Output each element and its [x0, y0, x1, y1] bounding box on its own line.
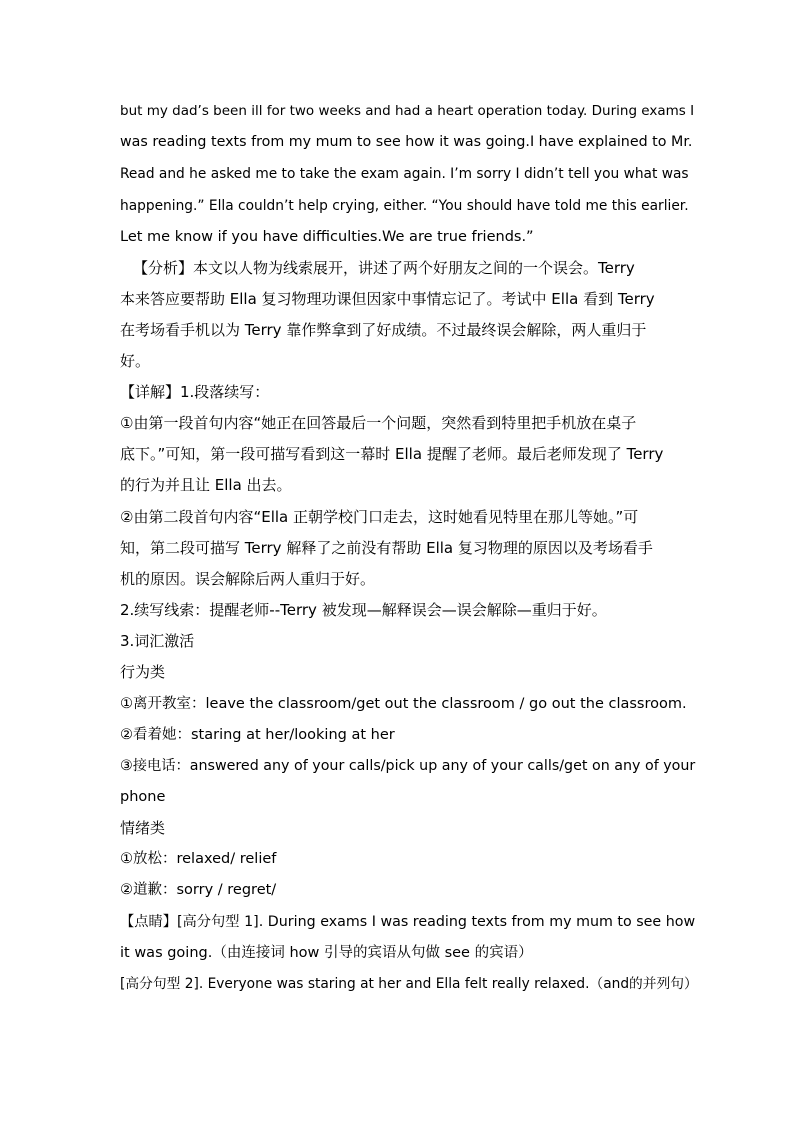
detail-line: 2.续写线索：提醒老师--Terry 被发现—解释误会—误会解除—重归于好。	[120, 601, 607, 619]
analysis-line: 【分析】本文以人物为线索展开，讲述了两个好朋友之间的一个误会。Terry	[133, 259, 635, 277]
detail-line: ③接电话：answered any of your calls/pick up any of your calls/get on any of your	[120, 758, 696, 774]
detail-line: ①由第一段首句内容“她正在回答最后一个问题，突然看到特里把手机放在桌子	[120, 414, 637, 432]
detail-line: 【详解】1.段落续写：	[120, 383, 270, 401]
detail-line: 3.词汇激活	[120, 632, 195, 650]
analysis-line: 好。	[120, 352, 151, 370]
detail-line: ②由第二段首句内容“Ella 正朝学校门口走去，这时她看见特里在那儿等她。”可	[120, 508, 639, 526]
story-line: Let me know if you have difficulties.We are true friends.”	[120, 229, 534, 245]
detail-line: ①离开教室：leave the classroom/get out the classroom / go out the classroom.	[120, 696, 687, 712]
detail-line: 机的原因。误会解除后两人重归于好。	[120, 570, 376, 588]
detail-line: ②道歉：sorry / regret/	[120, 882, 277, 898]
story-line: happening.” Ella couldn’t help crying, either. “You should have told me this earlier.	[120, 198, 689, 214]
highlight-line: 【点睛】[高分句型 1]. During exams I was reading texts from my mum to see how	[120, 914, 696, 930]
story-line: Read and he asked me to take the exam again. I’m sorry I didn’t tell you what was	[120, 166, 689, 182]
highlight-line: it was going.（由连接词 how 引导的宾语从句做 see 的宾语）	[120, 945, 533, 961]
detail-line: 行为类	[120, 663, 166, 681]
detail-line: 的行为并且让 Ella 出去。	[120, 476, 292, 494]
detail-line: phone	[120, 789, 166, 805]
detail-line: 知，第二段可描写 Terry 解释了之前没有帮助 Ella 复习物理的原因以及考场看手	[120, 539, 653, 557]
detail-line: 情绪类	[120, 819, 166, 837]
detail-line: ①放松：relaxed/ relief	[120, 851, 277, 867]
story-line: but my dad’s been ill for two weeks and had a heart operation today. During exams I	[120, 103, 695, 119]
detail-line: 底下。”可知，第一段可描写看到这一幕时 Ella 提醒了老师。最后老师发现了 Terry	[120, 445, 664, 463]
analysis-line: 本来答应要帮助 Ella 复习物理功课但因家中事情忘记了。考试中 Ella 看到 Terry	[120, 290, 655, 308]
analysis-line: 在考场看手机以为 Terry 靠作弊拿到了好成绩。不过最终误会解除，两人重归于	[120, 321, 647, 339]
story-line: was reading texts from my mum to see how it was going.I have explained to Mr.	[120, 134, 693, 150]
detail-line: ②看着她：staring at her/looking at her	[120, 727, 395, 743]
highlight-line: [高分句型 2]. Everyone was staring at her and Ella felt really relaxed.（and的并列句）	[120, 976, 698, 992]
